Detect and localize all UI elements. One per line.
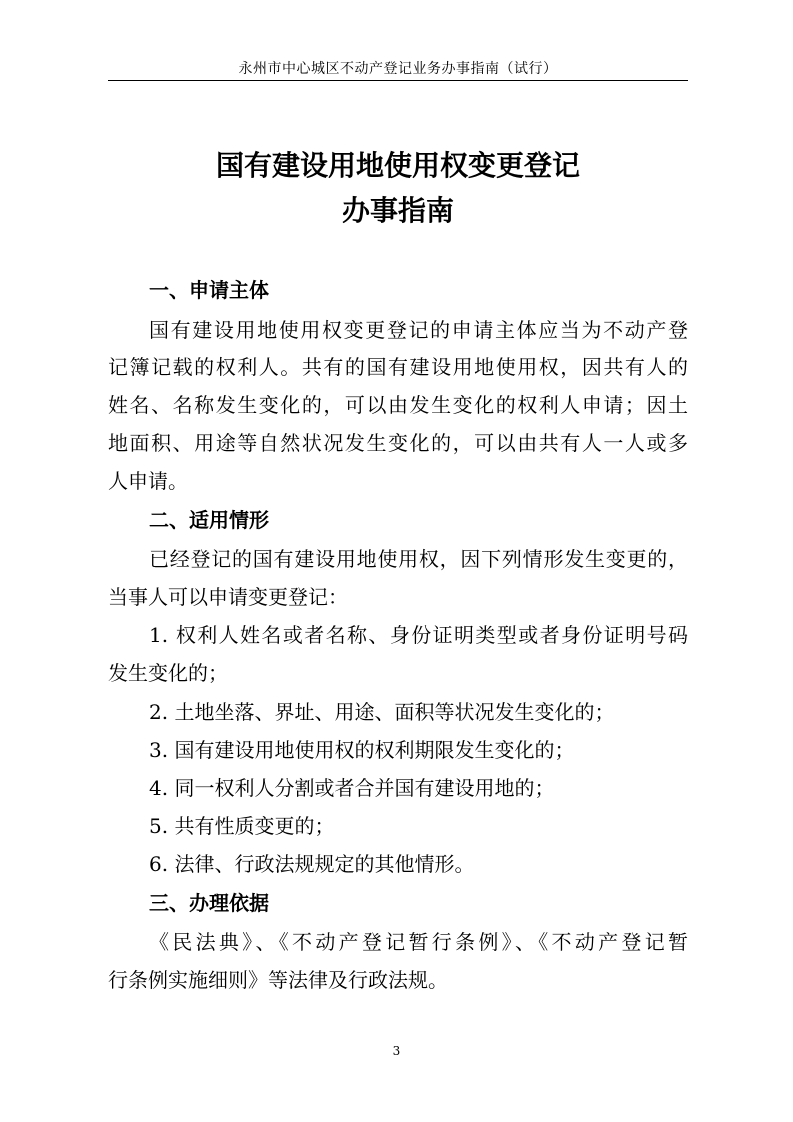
paragraph-line: 已经登记的国有建设用地使用权，因下列情形发生变更的， xyxy=(149,547,688,571)
list-item: 5. 共有性质变更的； xyxy=(149,814,335,838)
list-item: 4. 同一权利人分割或者合并国有建设用地的； xyxy=(149,776,555,800)
list-item: 3. 国有建设用地使用权的权利期限发生变化的； xyxy=(149,738,575,762)
list-item: 2. 土地坐落、界址、用途、面积等状况发生变化的； xyxy=(149,700,615,724)
document-title-line-1: 国有建设用地使用权变更登记 xyxy=(215,149,580,182)
header-rule xyxy=(108,80,688,81)
page-number: 3 xyxy=(392,1044,401,1058)
section-heading-applicable-cases: 二、适用情形 xyxy=(149,508,269,532)
paragraph-line: 地面积、用途等自然状况发生变化的，可以由共有人一人或多 xyxy=(108,431,688,455)
running-header: 永州市中心城区不动产登记业务办事指南（试行） xyxy=(238,61,558,77)
paragraph-line: 记簿记载的权利人。共有的国有建设用地使用权，因共有人的 xyxy=(108,355,688,379)
section-heading-applicant: 一、申请主体 xyxy=(149,278,269,302)
paragraph-line: 行条例实施细则》等法律及行政法规。 xyxy=(108,968,448,992)
list-item-continuation: 发生变化的； xyxy=(108,661,228,685)
paragraph-line: 姓名、名称发生变化的，可以由发生变化的权利人申请；因土 xyxy=(108,393,688,417)
list-item: 1. 权利人姓名或者名称、身份证明类型或者身份证明号码 xyxy=(149,623,688,647)
section-heading-legal-basis: 三、办理依据 xyxy=(149,891,269,915)
paragraph-line: 国有建设用地使用权变更登记的申请主体应当为不动产登 xyxy=(149,318,688,342)
list-item: 6. 法律、行政法规规定的其他情形。 xyxy=(149,852,475,876)
paragraph-line: 《民法典》、《不动产登记暂行条例》、《不动产登记暂 xyxy=(149,930,688,954)
document-title-line-2: 办事指南 xyxy=(341,194,454,227)
paragraph-line: 人申请。 xyxy=(108,469,188,493)
paragraph-line: 当事人可以申请变更登记： xyxy=(108,585,348,609)
